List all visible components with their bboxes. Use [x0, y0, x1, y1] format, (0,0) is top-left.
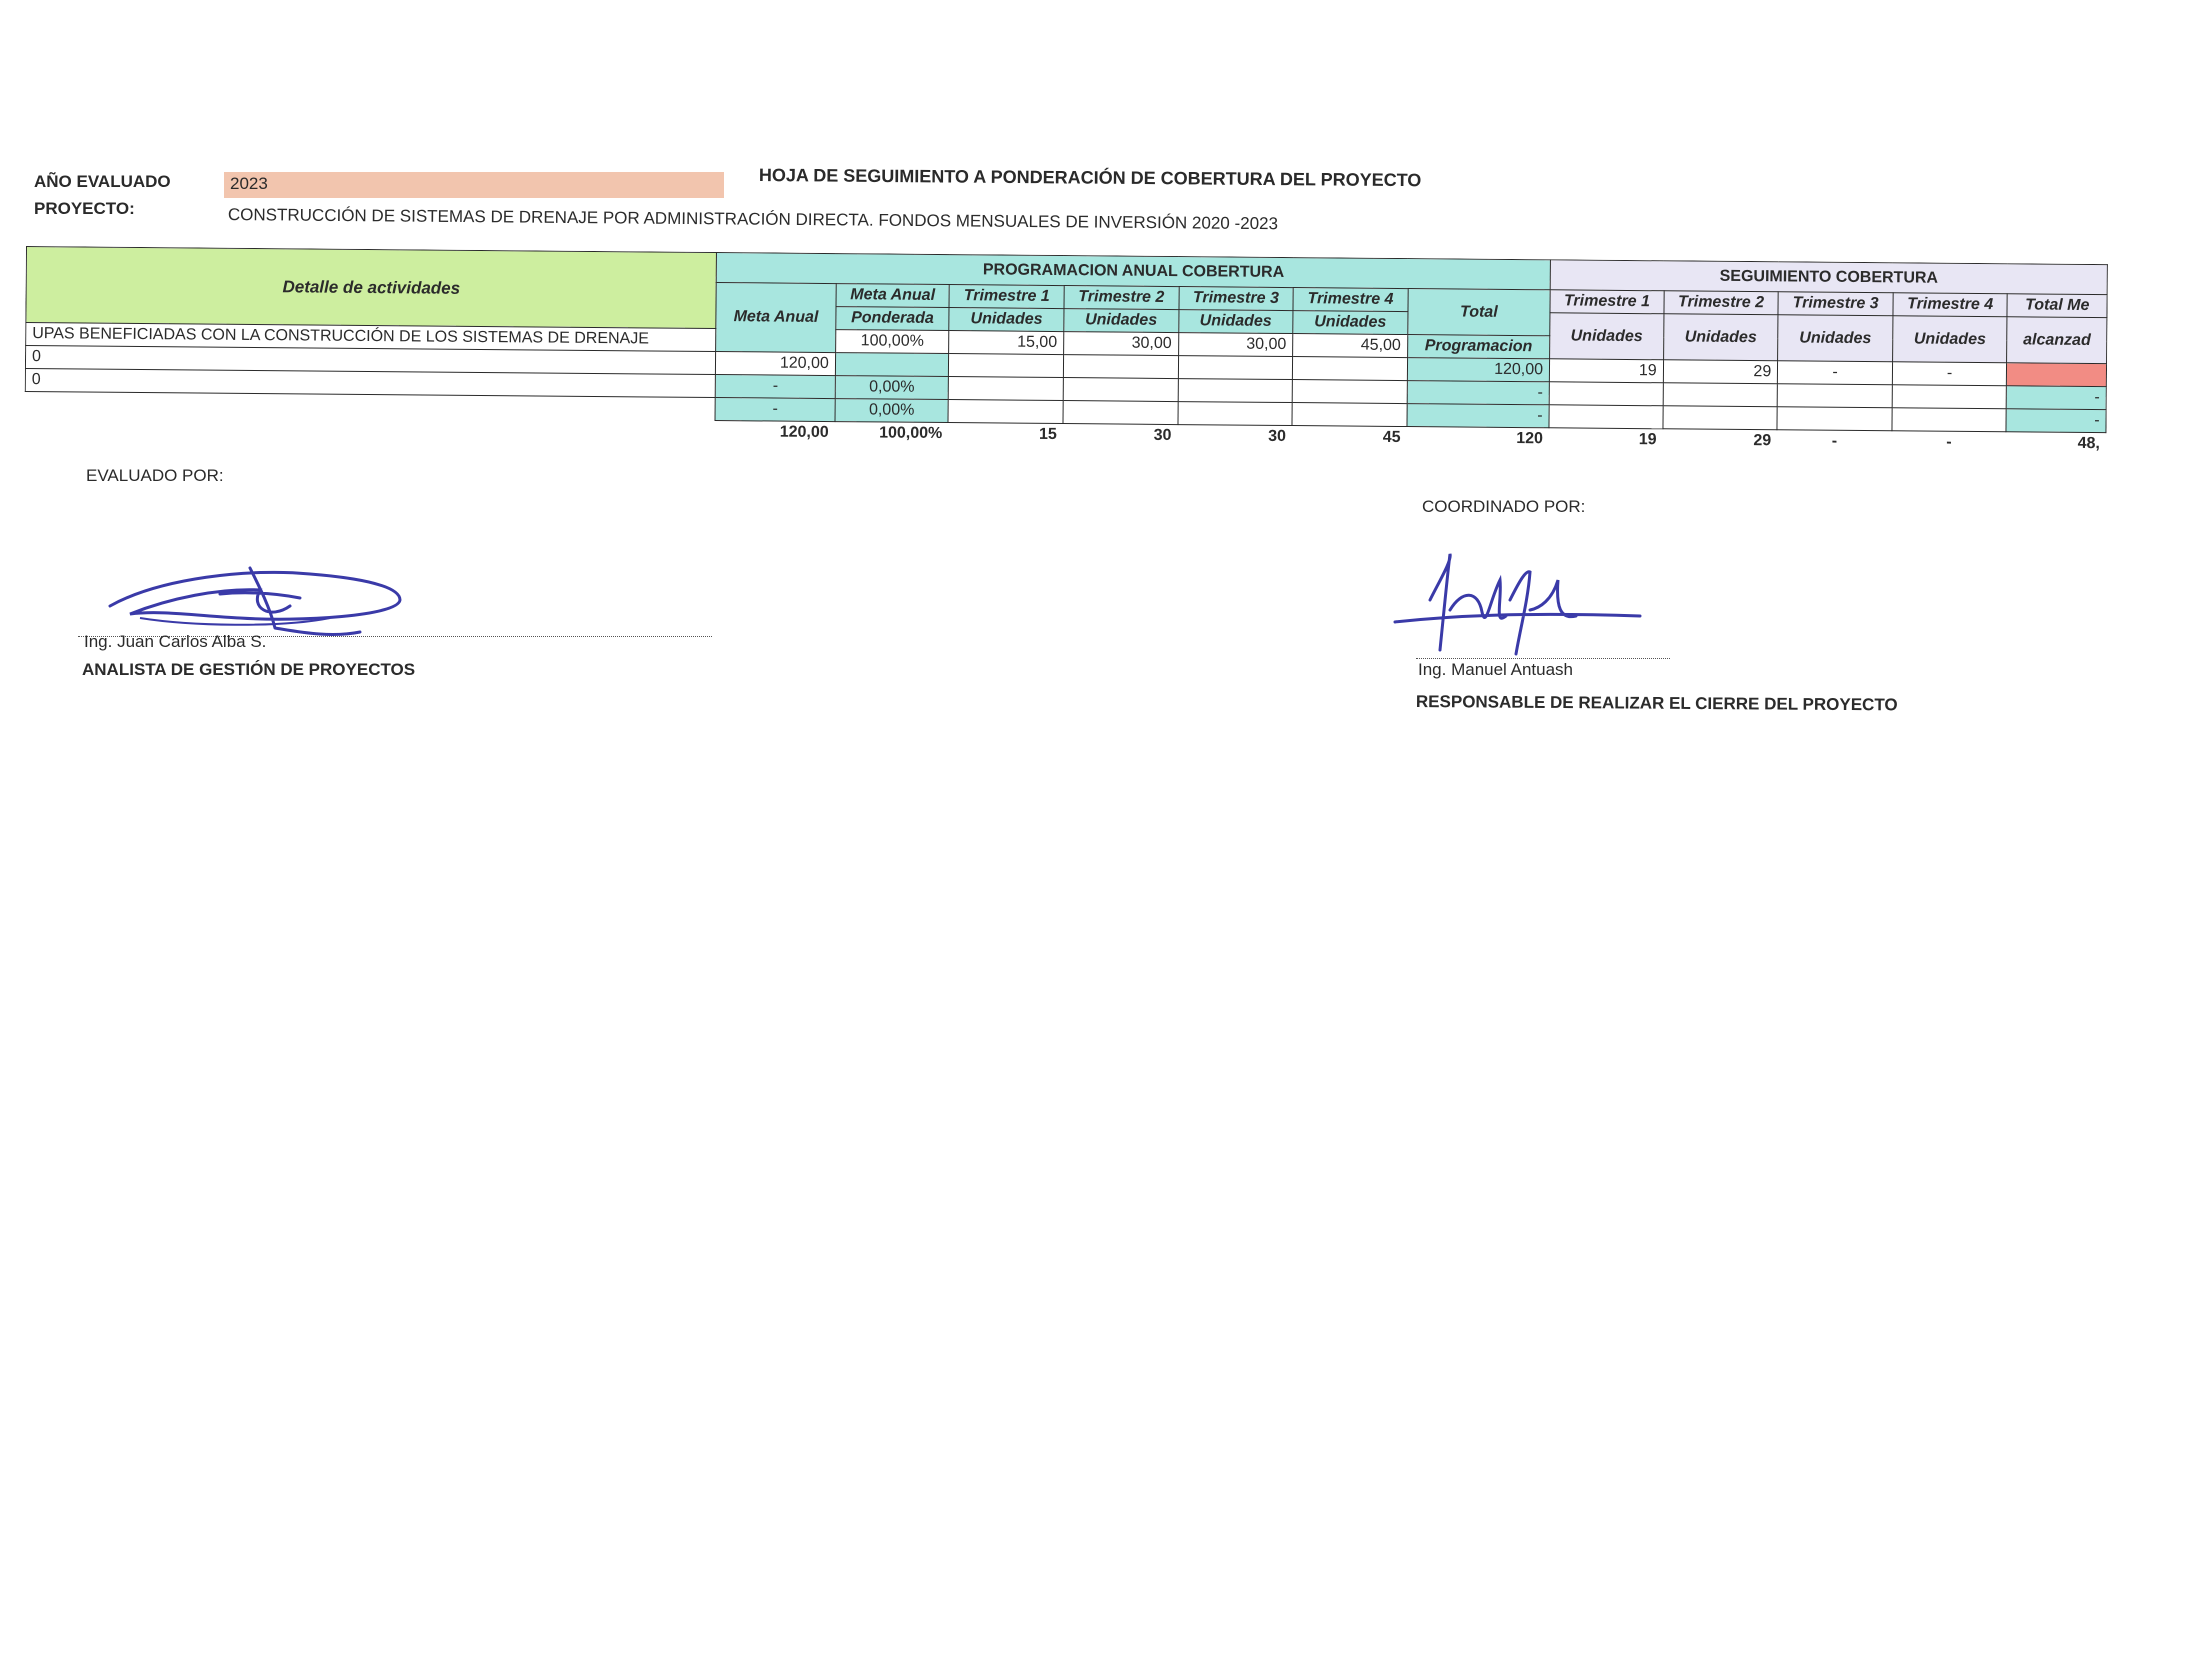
activity-name: UPAS BENEFICIADAS CON LA CONSTRUCCIÓN DE LOS SISTEMAS DE DRENAJE [26, 323, 717, 352]
year-value: 2023 [224, 172, 724, 198]
row3-total-meta: - [2006, 409, 2106, 433]
row1-s4: - [1892, 362, 2007, 386]
row1-t4: 45,00 [1293, 334, 1408, 358]
prog-t4-header: Trimestre 4 [1293, 288, 1408, 312]
detail-header: Detalle de actividades [26, 247, 717, 329]
row1-detail: 0 [25, 346, 716, 375]
prog-t3-unit: Unidades [1178, 310, 1293, 334]
row2-meta: - [716, 375, 836, 399]
total-s4: - [1946, 434, 1952, 452]
evaluado-label: EVALUADO POR: [86, 466, 224, 485]
prog-t1-unit: Unidades [949, 308, 1064, 332]
row3-total: - [1407, 404, 1550, 428]
seg-t4-header: Trimestre 4 [1893, 293, 2008, 317]
row2-pond-prev [835, 353, 949, 377]
project-value: CONSTRUCCIÓN DE SISTEMAS DE DRENAJE POR ADMINISTRACIÓN DIRECTA. FONDOS MENSUALES DE INVERSIÓN 2020 -2023 [227, 205, 1279, 234]
prog-t1-header: Trimestre 1 [949, 285, 1064, 309]
total-t3: 30 [1268, 428, 1287, 446]
prog-t3-header: Trimestre 3 [1179, 287, 1294, 311]
year-label: AÑO EVALUADO [34, 172, 171, 191]
total-s3: - [1831, 433, 1838, 451]
row1-s1: 19 [1549, 359, 1663, 383]
total-meta-header-2: alcanzad [2007, 317, 2107, 364]
row2-detail: 0 [25, 368, 716, 397]
row1-s3: - [1778, 361, 1893, 385]
total-s2: 29 [1753, 432, 1772, 450]
seg-t2-unit: Unidades [1663, 314, 1778, 361]
coordinado-label: COORDINADO POR: [1422, 497, 1586, 516]
signature-coordinador [1390, 550, 1660, 670]
total-meta-anual: 120,00 [779, 423, 829, 442]
seg-t2-header: Trimestre 2 [1664, 291, 1779, 315]
row1-pond: 100,00% [835, 330, 949, 354]
coordinado-role: RESPONSABLE DE REALIZAR EL CIERRE DEL PROYECTO [1415, 692, 1898, 715]
seg-t4-unit: Unidades [1892, 316, 2007, 363]
row2-total: - [1407, 381, 1550, 405]
meta-anual-header: Meta Anual [716, 283, 836, 353]
total-programacion: 120 [1516, 430, 1544, 448]
prog-t4-unit: Unidades [1293, 311, 1408, 335]
row3-pond: 0,00% [835, 399, 949, 423]
seg-t3-header: Trimestre 3 [1778, 292, 1893, 316]
coverage-table [24, 246, 2108, 456]
total-meta-header: Total Me [2007, 294, 2107, 318]
row1-t1: 15,00 [949, 331, 1064, 355]
row3-meta: - [715, 398, 835, 422]
meta-ponderada-header-2: Ponderada [836, 307, 950, 331]
evaluado-name: Ing. Juan Carlos Alba S. [84, 632, 267, 651]
meta-ponderada-header: Meta Anual [836, 284, 950, 308]
page-title: HOJA DE SEGUIMIENTO A PONDERACIÓN DE COBERTURA DEL PROYECTO [758, 165, 1422, 191]
evaluado-role: ANALISTA DE GESTIÓN DE PROYECTOS [82, 660, 416, 679]
total-meta-alcanzada: 48, [2077, 435, 2100, 453]
prog-t2-header: Trimestre 2 [1064, 286, 1179, 310]
total-t1: 15 [1038, 426, 1057, 444]
row1-meta: 120,00 [716, 352, 836, 376]
total-t2: 30 [1153, 427, 1172, 445]
row1-t2: 30,00 [1064, 332, 1179, 356]
row1-t3: 30,00 [1178, 333, 1293, 357]
row2-pond: 0,00% [835, 376, 949, 400]
seg-t1-header: Trimestre 1 [1550, 290, 1664, 314]
total-programacion-header-2: Programacion [1407, 335, 1550, 359]
total-s1: 19 [1638, 431, 1657, 449]
row1-s2: 29 [1663, 360, 1778, 384]
signature-line-right [1416, 658, 1670, 659]
total-ponderada: 100,00% [879, 424, 943, 443]
row1-total-meta [2007, 363, 2107, 387]
total-t4: 45 [1382, 429, 1401, 447]
programacion-header: PROGRAMACION ANUAL COBERTURA [717, 253, 1551, 290]
row2-total-meta: - [2007, 386, 2107, 410]
total-programacion-header: Total [1407, 289, 1550, 336]
row1-total: 120,00 [1407, 358, 1550, 382]
seguimiento-header: SEGUIMIENTO COBERTURA [1550, 260, 2107, 295]
prog-t2-unit: Unidades [1064, 309, 1179, 333]
seg-t3-unit: Unidades [1778, 315, 1893, 362]
coverage-sheet [24, 246, 2108, 494]
seg-t1-unit: Unidades [1550, 313, 1664, 360]
coordinado-name: Ing. Manuel Antuash [1418, 660, 1574, 679]
project-label: PROYECTO: [34, 199, 135, 218]
